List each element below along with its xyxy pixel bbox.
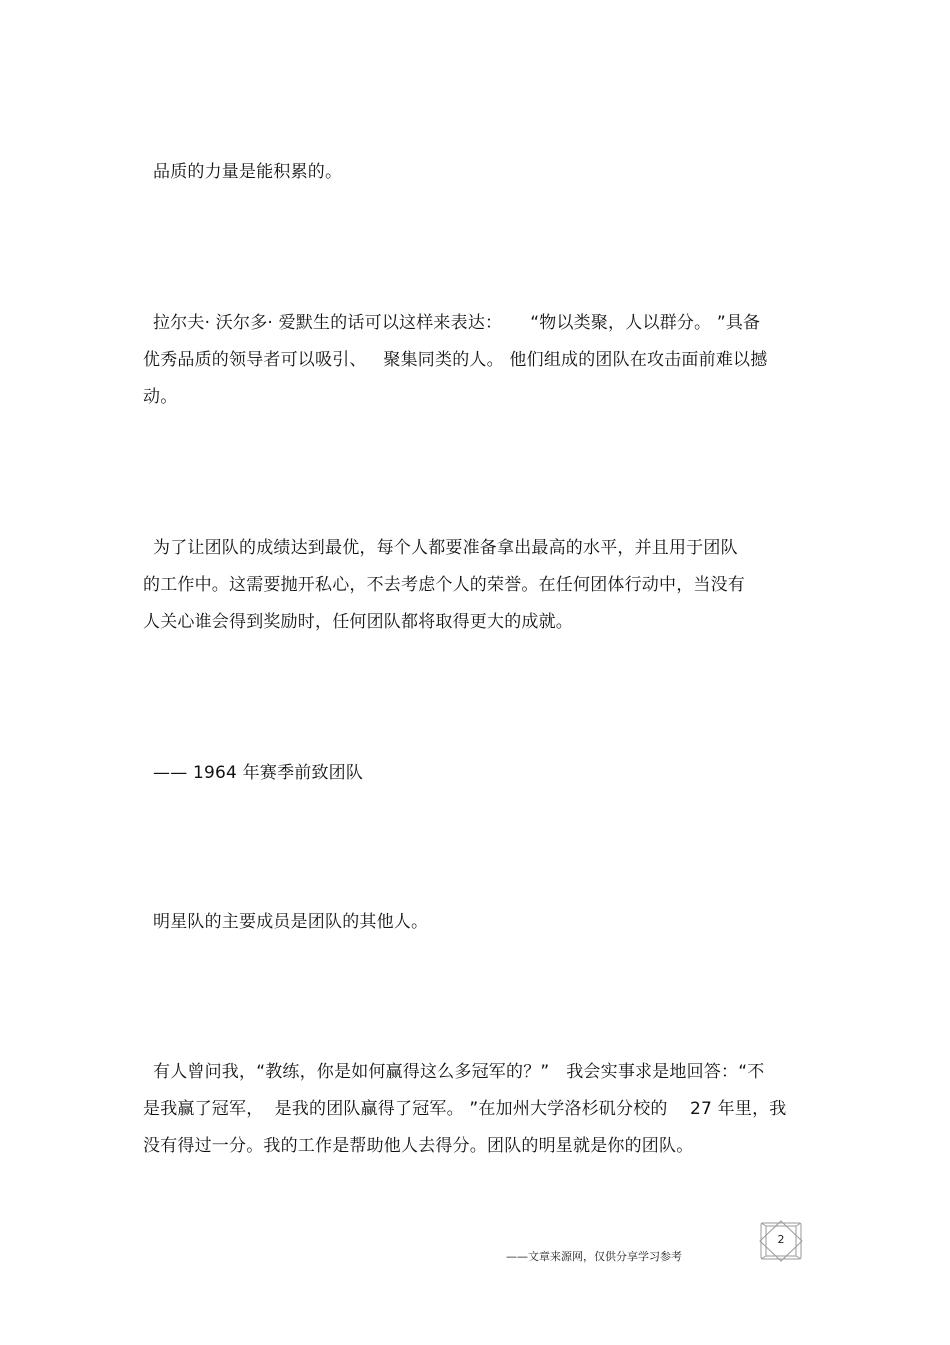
paragraph-team-line-1: 为了让团队的成绩达到最优，每个人都要准备拿出最高的水平，并且用于团队 — [153, 538, 738, 558]
paragraph-coach-line-3: 没有得过一分。我的工作是帮助他人去得分。团队的明星就是你的团队。 — [143, 1136, 694, 1156]
paragraph-coach-line-2: 是我赢了冠军， 是我的团队赢得了冠军。 ”在加州大学洛杉矶分校的 27 年里，我 — [143, 1099, 787, 1119]
paragraph-emerson-line-3: 动。 — [143, 387, 178, 407]
paragraph-quality-line-1: 品质的力量是能积累的。 — [153, 162, 343, 182]
paragraph-coach-line-1: 有人曾问我，“教练，你是如何赢得这么多冠军的？” 我会实事求是地回答：“不 — [153, 1062, 765, 1082]
page-number: 2 — [777, 1233, 785, 1246]
paragraph-emerson-line-2: 优秀品质的领导者可以吸引、 聚集同类的人。 他们组成的团队在攻击面前难以撼 — [143, 350, 768, 370]
source-note: ——文章来源网，仅供分享学习参考 — [506, 1250, 682, 1263]
page-number-badge — [758, 1220, 804, 1262]
paragraph-team-line-3: 人关心谁会得到奖励时，任何团队都将取得更大的成就。 — [143, 612, 573, 632]
attribution-line: —— 1964 年赛季前致团队 — [153, 763, 364, 783]
paragraph-emerson-line-1: 拉尔夫· 沃尔多· 爱默生的话可以这样来表达： “物以类聚，人以群分。 ”具备 — [153, 313, 761, 333]
paragraph-team-line-2: 的工作中。这需要抛开私心，不去考虑个人的荣誉。在任何团体行动中，当没有 — [143, 575, 745, 595]
paragraph-star-team-line-1: 明星队的主要成员是团队的其他人。 — [153, 912, 429, 932]
